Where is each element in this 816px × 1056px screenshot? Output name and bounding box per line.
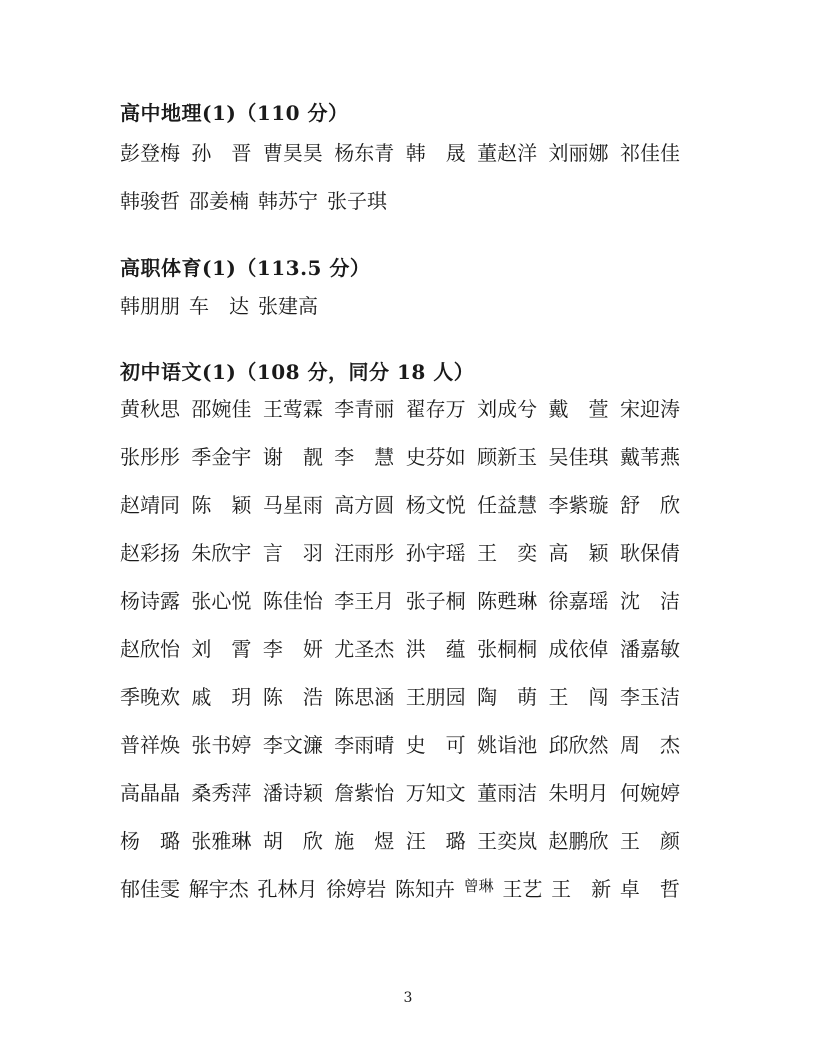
person-name: 李文濂 — [262, 733, 323, 757]
person-name: 董雨洁 — [477, 781, 538, 805]
person-name: 张雅琳 — [191, 829, 252, 853]
person-name: 周 杰 — [619, 733, 680, 757]
person-name: 王朋园 — [405, 685, 466, 709]
person-name: 王艺 — [502, 877, 543, 901]
person-name: 邵姜楠 — [189, 189, 249, 213]
person-name: 桑秀萍 — [191, 781, 252, 805]
person-name: 朱欣宇 — [191, 541, 252, 565]
person-name: 沈 洁 — [619, 589, 680, 613]
person-name: 季晚欢 — [120, 685, 180, 709]
person-name: 马星雨 — [262, 493, 323, 517]
section-title-geography: 高中地理(1)（110 分） — [120, 101, 349, 125]
name-line — [120, 729, 680, 758]
person-name: 詹紫怡 — [334, 781, 395, 805]
person-name: 李紫璇 — [548, 493, 609, 517]
person-name: 施 煜 — [334, 829, 395, 853]
person-name: 任益慧 — [477, 493, 538, 517]
person-name: 张桐桐 — [477, 637, 538, 661]
person-name: 祁佳佳 — [619, 141, 680, 165]
person-name: 洪 蕴 — [405, 637, 466, 661]
person-name: 王 新 — [551, 877, 612, 901]
person-name: 王 闯 — [548, 685, 609, 709]
name-line — [120, 681, 680, 710]
person-name: 高方圆 — [334, 493, 395, 517]
person-name: 陈思涵 — [334, 685, 395, 709]
person-name: 史 可 — [405, 733, 466, 757]
person-name: 言 羽 — [262, 541, 323, 565]
person-name: 舒 欣 — [619, 493, 680, 517]
person-name: 高 颖 — [548, 541, 609, 565]
person-name: 耿保倩 — [619, 541, 680, 565]
name-line — [120, 537, 680, 566]
person-name: 汪 璐 — [405, 829, 466, 853]
person-name: 戴苇燕 — [619, 445, 680, 469]
person-name: 陈知卉 — [394, 877, 455, 901]
person-name: 卓 哲 — [619, 877, 680, 901]
person-name: 宋迎涛 — [619, 397, 680, 421]
person-name: 潘嘉敏 — [619, 637, 680, 661]
name-line — [120, 393, 680, 422]
person-name: 徐嘉瑶 — [548, 589, 609, 613]
person-name: 张子琪 — [327, 189, 387, 213]
person-name: 杨 璐 — [120, 829, 180, 853]
person-name: 陶 萌 — [477, 685, 538, 709]
person-name: 王奕岚 — [477, 829, 538, 853]
person-name: 王莺霖 — [262, 397, 323, 421]
person-name: 戚 玥 — [191, 685, 252, 709]
person-name: 韩朋朋 — [120, 294, 180, 318]
person-name: 董赵洋 — [477, 141, 538, 165]
person-name: 邵婉佳 — [191, 397, 252, 421]
person-name: 韩苏宁 — [258, 189, 318, 213]
person-name: 韩 晟 — [405, 141, 466, 165]
person-name: 陈 颖 — [191, 493, 252, 517]
name-line — [120, 441, 680, 470]
person-name: 张心悦 — [191, 589, 252, 613]
person-name: 刘成兮 — [477, 397, 538, 421]
person-name: 孔林月 — [257, 877, 318, 901]
person-name: 张子桐 — [405, 589, 466, 613]
person-name: 赵靖同 — [120, 493, 180, 517]
person-name: 刘丽娜 — [548, 141, 609, 165]
person-name: 郁佳雯 — [120, 877, 180, 901]
person-name: 黄秋思 — [120, 397, 180, 421]
person-name: 李 慧 — [334, 445, 395, 469]
person-name: 吴佳琪 — [548, 445, 609, 469]
person-name: 成依倬 — [548, 637, 609, 661]
person-name: 季金宇 — [191, 445, 252, 469]
person-name: 张书婷 — [191, 733, 252, 757]
person-name: 李雨晴 — [334, 733, 395, 757]
person-name: 杨东青 — [334, 141, 395, 165]
person-name: 谢 靓 — [262, 445, 323, 469]
person-name: 潘诗颖 — [262, 781, 323, 805]
person-name: 孙 晋 — [191, 141, 252, 165]
person-name: 朱明月 — [548, 781, 609, 805]
person-name: 王 颜 — [619, 829, 680, 853]
name-line — [120, 633, 680, 662]
person-name: 姚诣池 — [477, 733, 538, 757]
person-name: 赵彩扬 — [120, 541, 180, 565]
name-line — [120, 489, 680, 518]
person-name: 顾新玉 — [477, 445, 538, 469]
person-name: 王 奕 — [477, 541, 538, 565]
person-name: 邱欣然 — [548, 733, 609, 757]
name-line — [120, 185, 680, 214]
person-name: 张建高 — [258, 294, 318, 318]
person-name: 孙宇瑶 — [405, 541, 466, 565]
person-name: 汪雨彤 — [334, 541, 395, 565]
person-name: 普祥焕 — [120, 733, 180, 757]
section-title-pe: 高职体育(1)（113.5 分） — [120, 256, 371, 280]
person-name: 杨诗露 — [120, 589, 180, 613]
person-name: 李青丽 — [334, 397, 395, 421]
name-line — [120, 290, 680, 319]
person-name: 陈 浩 — [262, 685, 323, 709]
name-line — [120, 137, 680, 166]
name-line — [120, 873, 680, 902]
person-name: 张彤彤 — [120, 445, 180, 469]
person-name: 韩骏哲 — [120, 189, 180, 213]
name-line — [120, 825, 680, 854]
person-name: 徐婷岩 — [326, 877, 387, 901]
person-name: 彭登梅 — [120, 141, 180, 165]
person-name: 何婉婷 — [619, 781, 680, 805]
name-line — [120, 585, 680, 614]
name-line — [120, 777, 680, 806]
person-name: 尤圣杰 — [334, 637, 395, 661]
person-name: 曹昊昊 — [262, 141, 323, 165]
person-name: 高晶晶 — [120, 781, 180, 805]
person-name: 赵鹏欣 — [548, 829, 609, 853]
page-number: 3 — [403, 990, 413, 1006]
section-title-chinese: 初中语文(1)（108 分，同分 18 人） — [120, 360, 475, 384]
person-name: 胡 欣 — [262, 829, 323, 853]
person-name: 刘 霄 — [191, 637, 252, 661]
person-name: 戴 萱 — [548, 397, 609, 421]
person-name: 解宇杰 — [188, 877, 249, 901]
person-name: 车 达 — [189, 294, 249, 318]
person-name: 翟存万 — [405, 397, 466, 421]
person-name: 李 妍 — [262, 637, 323, 661]
person-name: 陈甦琳 — [477, 589, 538, 613]
person-name: 杨文悦 — [405, 493, 466, 517]
person-name: 陈佳怡 — [262, 589, 323, 613]
person-name: 万知文 — [405, 781, 466, 805]
person-name: 曾琳 — [463, 877, 494, 895]
person-name: 赵欣怡 — [120, 637, 180, 661]
person-name: 李王月 — [334, 589, 395, 613]
person-name: 李玉洁 — [619, 685, 680, 709]
person-name: 史芬如 — [405, 445, 466, 469]
